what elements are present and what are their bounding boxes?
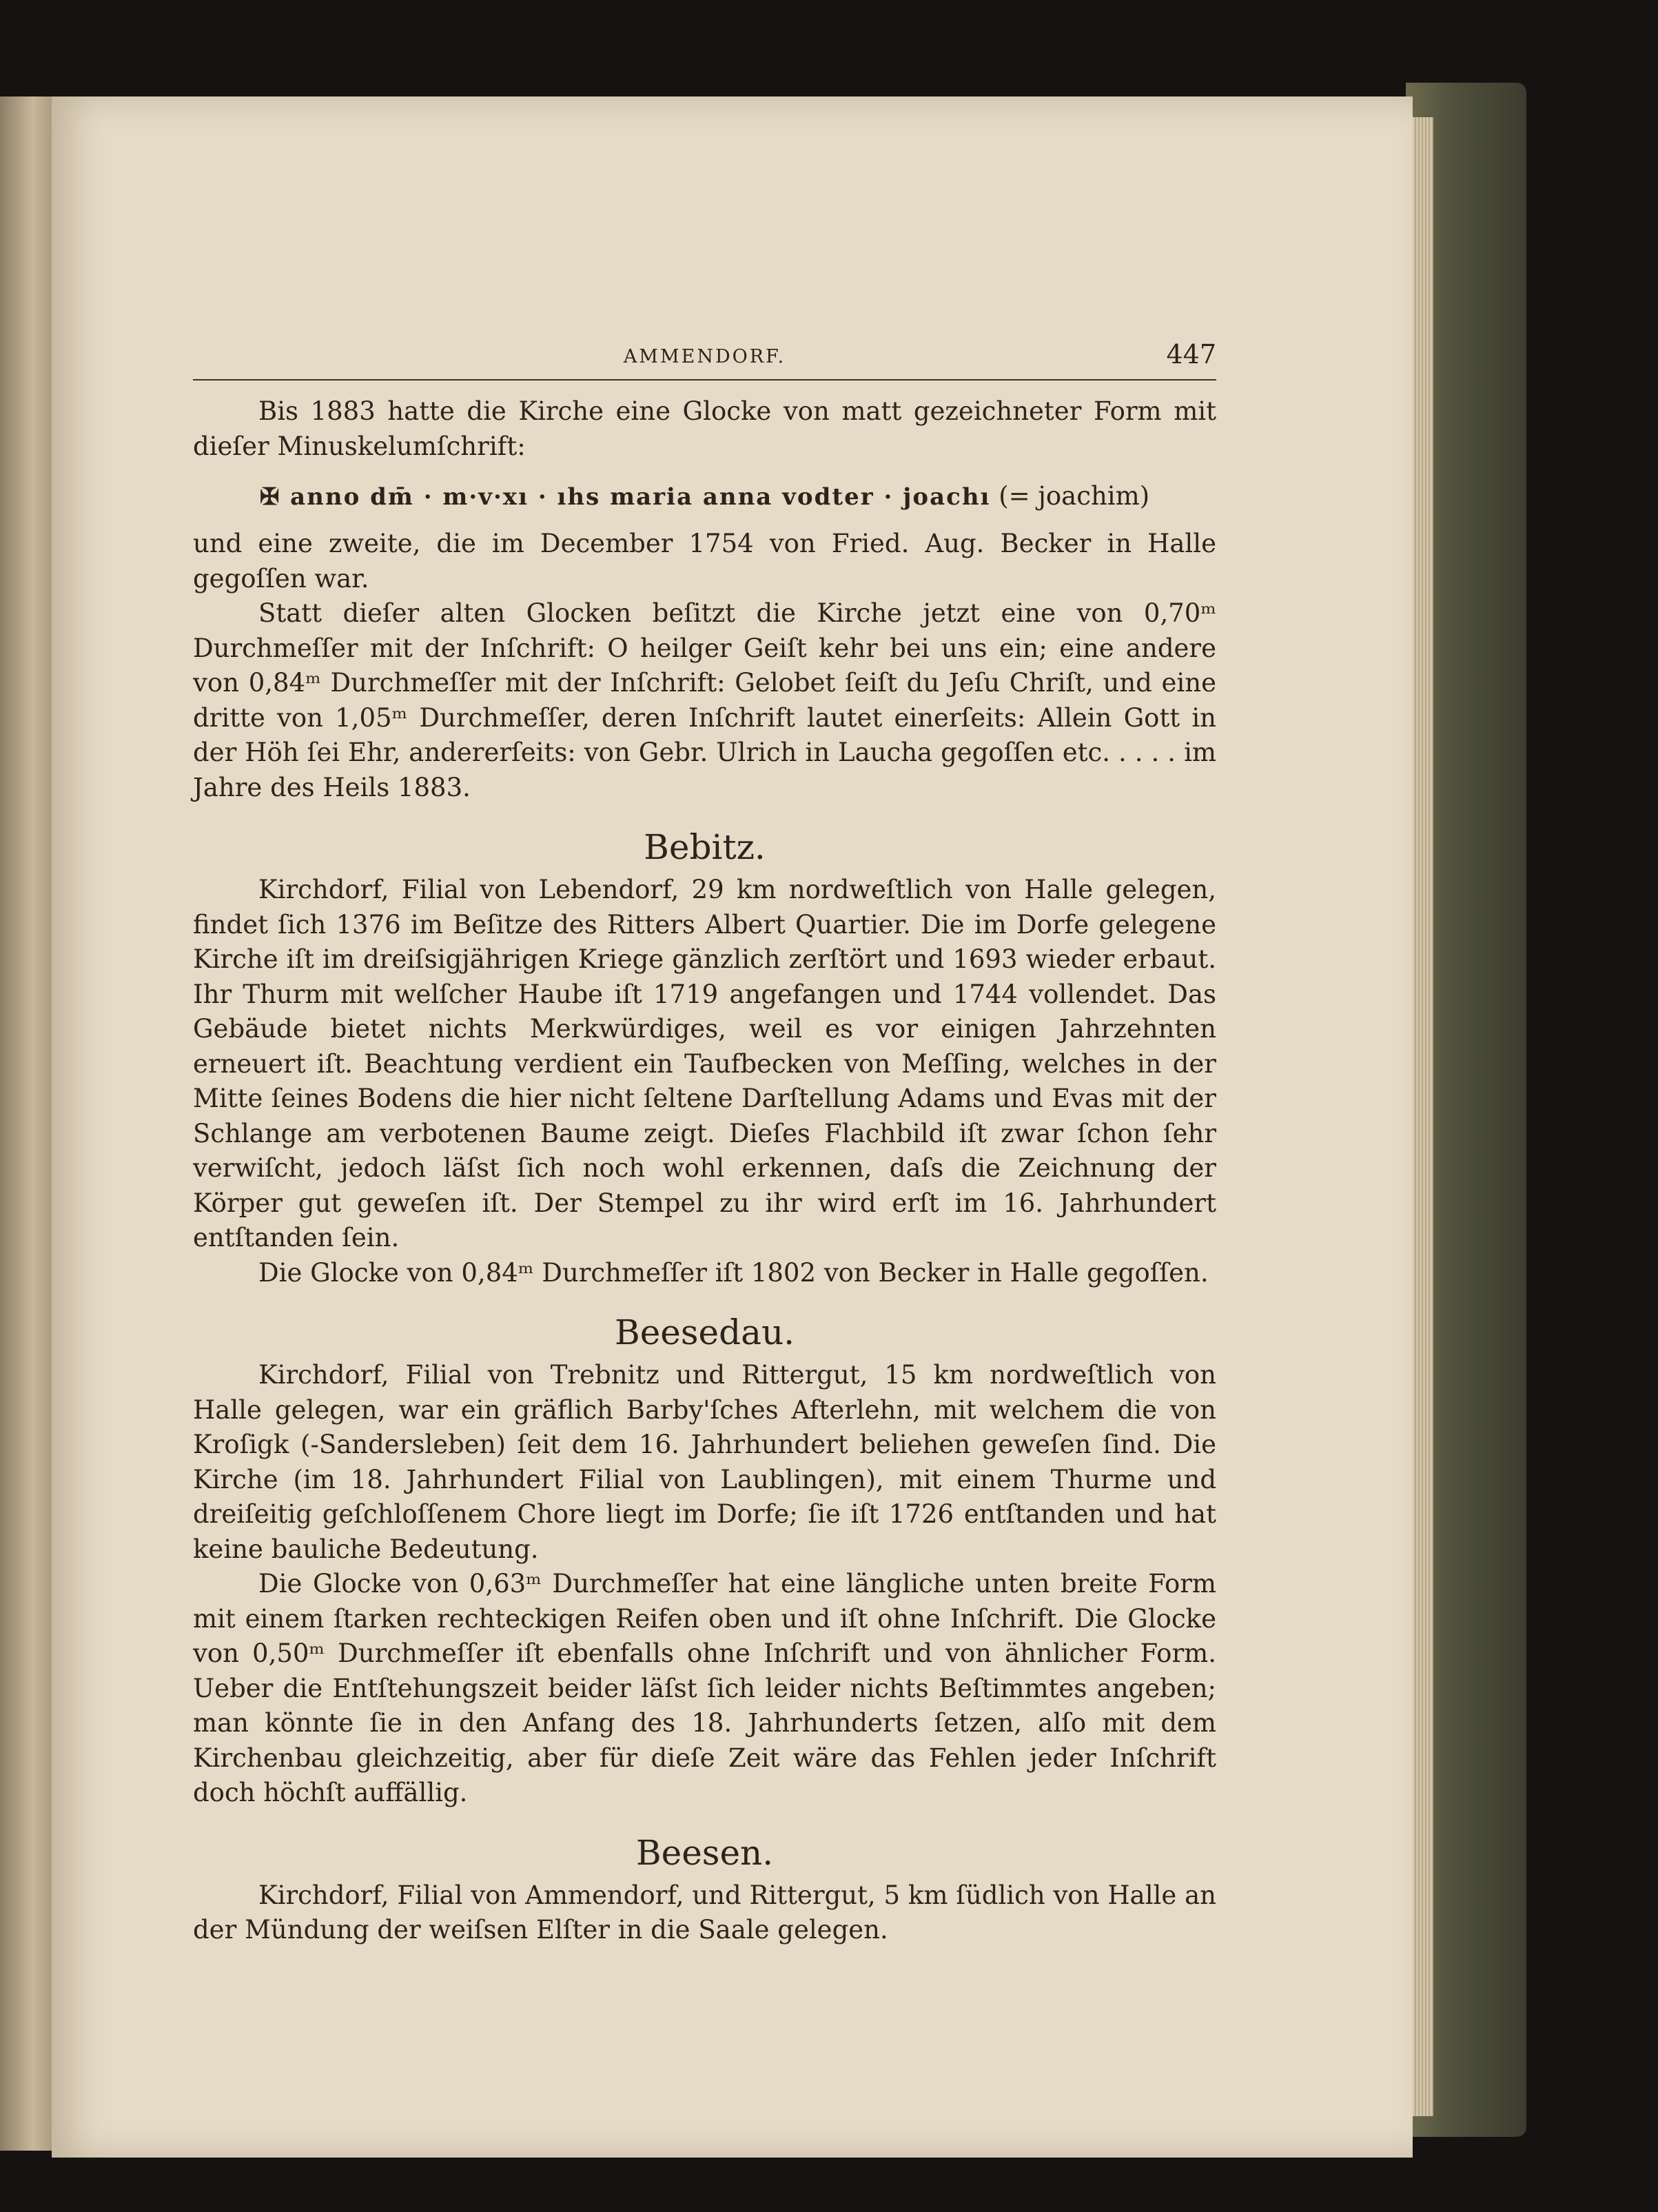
paragraph: Die Glocke von 0,84ᵐ Durchmeſſer iſt 1802 von Becker in Halle gegoſſen. bbox=[258, 1257, 1209, 1288]
page-number: 447 bbox=[1166, 339, 1216, 369]
section-heading-beesen: Beesen. bbox=[635, 1832, 774, 1873]
inscription-note: (= joachim) bbox=[999, 481, 1150, 511]
section-heading-beesedau: Beesedau. bbox=[614, 1312, 795, 1352]
paragraph: Kirchdorf, Filial von Trebnitz und Rittergut, 15 km nordweſtlich von Halle gelegen, war ein gräflich Barby'ſches Afterlehn, mit welchem die von Kroſigk (-Sandersleben) ſeit dem 16. Jahrhundert beliehen geweſen ſind. Die Kirche (im 18. Jahrhundert Filial von Laublingen), mit einem Thurme und dreiſeitig geſchloſſenem Chore liegt im Dorfe; ſie iſt 1726 entſtanden und hat keine bauliche Bedeutung. bbox=[193, 1360, 1216, 1564]
section-heading-bebitz: Bebitz. bbox=[644, 827, 766, 867]
inscription-text: ✠ anno dm̄ · m·v·xı · ıhs maria anna vodter · joachı bbox=[259, 483, 991, 511]
bell-inscription bbox=[193, 476, 1216, 517]
paragraph: Bis 1883 hatte die Kirche eine Glocke von matt gezeichneter Form mit dieſer Minuskelumſchrift: bbox=[193, 396, 1216, 461]
page-content bbox=[193, 338, 1216, 1948]
paragraph: Kirchdorf, Filial von Ammendorf, und Rittergut, 5 km ſüdlich von Halle an der Mündung der weiſsen Elſter in die Saale gelegen. bbox=[193, 1880, 1216, 1945]
paragraph: Kirchdorf, Filial von Lebendorf, 29 km nordweſtlich von Halle gelegen, findet ſich 1376 im Beſitze des Ritters Albert Quartier. Die im Dorfe gelegene Kirche iſt im dreiſsigjährigen Kriege gänzlich zerſtört und 1693 wieder erbaut. Ihr Thurm mit welſcher Haube iſt 1719 angefangen und 1744 vollendet. Das Gebäude bietet nichts Merkwürdiges, weil es vor einigen Jahrzehnten erneuert iſt. Beachtung verdient ein Taufbecken von Meſſing, welches in der Mitte ſeines Bodens die hier nicht ſeltene Darſtellung Adams und Evas mit der Schlange am verbotenen Baume zeigt. Dieſes Flachbild iſt zwar ſchon ſehr verwiſcht, jedoch läſst ſich noch wohl erkennen, daſs die Zeichnung der Körper gut geweſen iſt. Der Stempel zu ihr wird erſt im 16. Jahrhundert entſtanden ſein. bbox=[193, 875, 1216, 1252]
paragraph: Statt dieſer alten Glocken beſitzt die Kirche jetzt eine von 0,70ᵐ Durchmeſſer mit der Inſchrift: O heilger Geiſt kehr bei uns ein; eine andere von 0,84ᵐ Durchmeſſer mit der Inſchrift: Gelobet ſeiſt du Jeſu Chriſt, und eine dritte von 1,05ᵐ Durchmeſſer, deren Inſchrift lautet einerſeits: Allein Gott in der Höh ſei Ehr, andererſeits: von Gebr. Ulrich in Laucha gegoſſen etc. . . . . im Jahre des Heils 1883. bbox=[193, 598, 1216, 802]
left-page-edge bbox=[0, 97, 55, 2151]
running-title: AMMENDORF. bbox=[623, 346, 786, 367]
paragraph: Die Glocke von 0,63ᵐ Durchmeſſer hat eine längliche unten breite Form mit einem ſtarken rechteckigen Reifen oben und iſt ohne Inſchrift. Die Glocke von 0,50ᵐ Durchmeſſer iſt ebenfalls ohne Inſchrift und von ähnlicher Form. Ueber die Entſtehungszeit beider läſst ſich leider nichts Beſtimmtes angeben; man könnte ſie in den Anfang des 18. Jahrhunderts ſetzen, alſo mit dem Kirchenbau gleichzeitig, aber für dieſe Zeit wäre das Fehlen jeder Inſchrift doch höchſt auffällig. bbox=[193, 1569, 1216, 1807]
running-head bbox=[193, 338, 1216, 380]
paragraph: und eine zweite, die im December 1754 von Fried. Aug. Becker in Halle gegoſſen war. bbox=[193, 529, 1216, 593]
body-text bbox=[193, 394, 1216, 1948]
book-page bbox=[52, 97, 1413, 2158]
